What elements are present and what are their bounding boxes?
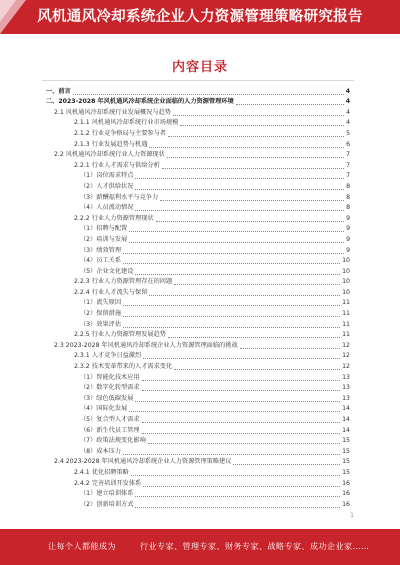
- toc-entry-page: 8: [346, 193, 350, 201]
- toc-entry-label: （2）人才供给状况: [80, 182, 134, 190]
- header-banner: [0, 0, 400, 34]
- toc-dot-leader: [135, 177, 344, 179]
- toc-entry-page: 15: [342, 458, 350, 466]
- toc-entry-label: 2.1.3 行业发展趋势与机遇: [74, 140, 148, 148]
- toc-entry-label: 2.2.5 行业人力资源管理发展趋势: [74, 331, 166, 339]
- toc-entry-label: 一、前言: [46, 87, 71, 95]
- toc-entry-label: （3）绿色低碳发展: [80, 394, 134, 402]
- toc-entry-label: 2.2.1 行业人才需求与供给分析: [74, 161, 160, 169]
- toc-dot-leader: [135, 506, 340, 508]
- toc-entry-label: 2.3.1 人才竞争日益激烈: [74, 352, 142, 360]
- toc-dot-leader: [135, 495, 340, 497]
- toc-entry-label: （8）成本压力: [80, 447, 122, 455]
- toc-dot-leader: [173, 114, 344, 116]
- toc-entry-label: （4）人员流动情况: [80, 204, 134, 212]
- toc-entry-page: 6: [346, 140, 350, 148]
- toc-entry[interactable]: [46, 478, 350, 489]
- toc-entry-page: 10: [342, 267, 350, 275]
- toc-entry-label: （2）保留措施: [80, 310, 122, 318]
- toc-entry-page: 10: [342, 288, 350, 296]
- toc-dot-leader: [123, 262, 340, 264]
- toc-entry-page: 12: [342, 341, 350, 349]
- toc-dot-leader: [135, 400, 340, 402]
- toc-entry[interactable]: [46, 118, 350, 129]
- toc-entry-label: （4）员工关系: [80, 257, 122, 265]
- toc-entry-page: 11: [342, 310, 350, 318]
- toc-entry[interactable]: [46, 340, 350, 351]
- toc-dot-leader: [168, 336, 340, 338]
- toc-entry[interactable]: [46, 234, 350, 245]
- toc-dot-leader: [142, 379, 341, 381]
- toc-dot-leader: [156, 220, 344, 222]
- toc-dot-leader: [123, 315, 340, 317]
- toc-entry-page: 14: [342, 416, 350, 423]
- toc-entry[interactable]: [46, 446, 350, 457]
- toc-entry-page: 13: [342, 394, 350, 402]
- toc-entry-label: 2.1 风机通风冷却系统行业发展概况与趋势: [54, 108, 171, 116]
- toc-entry-label: 2.3.2 技术变革带来的人才需求变化: [74, 363, 173, 371]
- footer-slogan-right: 行业专家、管理专家、财务专家、战略专家、成功企业家……: [140, 542, 370, 551]
- toc-entry-page: 4: [345, 98, 350, 106]
- toc-entry-page: 9: [346, 246, 350, 254]
- toc-dot-leader: [149, 294, 340, 296]
- toc-dot-leader: [143, 357, 340, 359]
- toc-entry-page: 11: [342, 320, 350, 328]
- toc-entry[interactable]: [46, 245, 350, 256]
- toc-dot-leader: [135, 209, 344, 211]
- toc-entry-page: 16: [342, 490, 350, 498]
- toc-entry[interactable]: [46, 171, 350, 182]
- toc-entry[interactable]: [46, 330, 350, 341]
- toc-entry-page: 12: [342, 352, 350, 360]
- toc-dot-leader: [149, 146, 344, 148]
- toc-entry-label: 2.3 2023-2028 年风机通风冷却系统企业人力资源管理面临的挑战: [54, 341, 238, 349]
- toc-entry[interactable]: [46, 203, 350, 214]
- toc-entry[interactable]: [46, 436, 350, 447]
- toc-entry-page: 11: [342, 299, 350, 307]
- toc-dot-leader: [123, 252, 344, 254]
- toc-entry[interactable]: [46, 192, 350, 203]
- toc-dot-leader: [123, 304, 340, 306]
- toc-entry-label: （3）薪酬福利水平与竞争力: [80, 193, 159, 201]
- toc-dot-leader: [167, 156, 344, 158]
- toc-entry-label: （4）国际化发展: [80, 405, 128, 413]
- toc-entry[interactable]: [46, 319, 350, 330]
- toc-dot-leader: [135, 188, 344, 190]
- toc-entry[interactable]: [46, 160, 350, 171]
- toc-dot-leader: [168, 135, 344, 137]
- toc-entry-page: 15: [342, 437, 350, 445]
- toc-title: 内容目录: [171, 60, 228, 75]
- toc-entry[interactable]: [46, 287, 350, 298]
- toc-entry-page: 7: [346, 172, 350, 180]
- toc-entry-page: 7: [346, 161, 350, 169]
- toc-entry-label: 2.2.3 行业人力资源管理存在的问题: [74, 278, 173, 286]
- toc-entry-page: 9: [346, 235, 350, 243]
- toc-entry[interactable]: [46, 361, 350, 372]
- toc-entry[interactable]: [46, 277, 350, 288]
- toc-dot-leader: [162, 167, 344, 169]
- toc-entry-label: （1）建立培训体系: [80, 490, 134, 498]
- toc-entry[interactable]: [46, 393, 350, 404]
- toc-entry-page: 5: [346, 129, 350, 137]
- toc-entry-label: 2.4.1 优化招聘策略: [74, 468, 129, 476]
- toc-entry-label: 2.4 2023-2028 年风机通风冷却系统企业人力资源管理策略建议: [54, 458, 232, 466]
- toc-entry-page: 4: [346, 119, 350, 127]
- toc-dot-leader: [180, 124, 344, 126]
- toc-entry-page: 16: [342, 479, 350, 487]
- toc-entry-label: （7）政策法规变化影响: [80, 437, 146, 445]
- toc-entry[interactable]: [46, 224, 350, 235]
- toc-entry-page: 15: [342, 468, 350, 476]
- table-of-contents: [46, 86, 350, 510]
- toc-dot-leader: [174, 368, 340, 370]
- toc-dot-leader: [143, 485, 340, 487]
- toc-entry-label: （1）岗位需求特点: [80, 172, 134, 180]
- toc-entry-page: 13: [342, 384, 350, 392]
- toc-entry[interactable]: [46, 181, 350, 192]
- toc-entry-page: 14: [342, 426, 350, 434]
- toc-entry-label: （6）新生代员工管理: [80, 426, 140, 434]
- toc-entry-page: 9: [346, 225, 350, 233]
- toc-entry[interactable]: [46, 383, 350, 394]
- toc-entry[interactable]: [46, 372, 350, 383]
- toc-entry-page: 16: [342, 500, 350, 508]
- toc-dot-leader: [142, 389, 341, 391]
- toc-entry-label: （3）效果评估: [80, 320, 122, 328]
- toc-entry[interactable]: [46, 150, 350, 161]
- toc-dot-leader: [123, 326, 340, 328]
- toc-dot-leader: [233, 463, 340, 465]
- toc-entry[interactable]: [46, 213, 350, 224]
- toc-dot-leader: [131, 474, 340, 476]
- toc-entry-label: （5）复合型人才需求: [80, 416, 140, 423]
- toc-entry-label: （1）流失原因: [80, 299, 122, 307]
- toc-dot-leader: [160, 199, 344, 201]
- toc-entry-page: 4: [345, 87, 350, 95]
- toc-entry[interactable]: [46, 351, 350, 362]
- toc-entry[interactable]: [46, 97, 350, 108]
- toc-entry[interactable]: [46, 489, 350, 500]
- toc-entry-page: 9: [346, 214, 350, 222]
- toc-entry[interactable]: [46, 499, 350, 510]
- toc-dot-leader: [142, 421, 341, 423]
- toc-entry-label: 二、2023-2028 年风机通风冷却系统企业面临的人力资源管理环境: [46, 98, 234, 106]
- toc-entry-page: 15: [342, 447, 350, 455]
- toc-entry-page: 14: [342, 405, 350, 413]
- toc-entry-page: 10: [342, 278, 350, 286]
- toc-dot-leader: [73, 93, 344, 95]
- toc-entry[interactable]: [46, 308, 350, 319]
- toc-entry-label: （5）企业文化建设: [80, 267, 134, 275]
- toc-entry-label: 2.2 风机通风冷却系统行业人力资源现状: [54, 151, 165, 159]
- toc-dot-leader: [240, 347, 341, 349]
- toc-entry[interactable]: [46, 414, 350, 425]
- toc-dot-leader: [142, 432, 341, 434]
- toc-dot-leader: [236, 103, 344, 105]
- toc-dot-leader: [129, 410, 340, 412]
- toc-entry-page: 10: [342, 257, 350, 265]
- toc-entry-page: 7: [346, 151, 350, 159]
- toc-entry-page: 11: [342, 331, 350, 339]
- toc-entry-label: 2.2.2 行业人力资源管理现状: [74, 214, 154, 222]
- toc-entry-label: （3）绩效管理: [80, 246, 122, 254]
- toc-entry-label: 2.4.2 完善培训开发体系: [74, 479, 142, 487]
- toc-entry[interactable]: [46, 128, 350, 139]
- footer-slogan-left: 让每个人都能成为: [48, 542, 116, 551]
- toc-divider: [42, 80, 354, 81]
- toc-entry[interactable]: [46, 425, 350, 436]
- toc-dot-leader: [135, 273, 340, 275]
- toc-entry-label: 2.1.2 行业竞争格局与主要参与者: [74, 129, 166, 137]
- toc-dot-leader: [129, 230, 344, 232]
- toc-entry-page: 4: [346, 108, 350, 116]
- toc-entry-label: （2）培训与发展: [80, 235, 128, 243]
- toc-entry[interactable]: [46, 256, 350, 267]
- toc-entry-page: 8: [346, 204, 350, 212]
- toc-entry-label: （1）招聘与配置: [80, 225, 128, 233]
- toc-entry-label: （2）数字化转型需求: [80, 384, 140, 392]
- toc-entry-label: 2.1.1 风机通风冷却系统行业市场规模: [74, 119, 179, 127]
- toc-entry-page: 13: [342, 373, 350, 381]
- toc-entry-page: 12: [342, 363, 350, 371]
- toc-entry[interactable]: [46, 467, 350, 478]
- toc-dot-leader: [129, 241, 344, 243]
- footer-banner: [0, 529, 400, 565]
- toc-entry[interactable]: [46, 139, 350, 150]
- toc-dot-leader: [148, 442, 340, 444]
- toc-entry-label: （1）智能化技术应用: [80, 373, 140, 381]
- toc-dot-leader: [123, 453, 340, 455]
- toc-entry[interactable]: [46, 404, 350, 415]
- toc-entry[interactable]: [46, 298, 350, 309]
- toc-entry-label: 2.2.4 行业人才流失与保留: [74, 288, 148, 296]
- toc-entry[interactable]: [46, 266, 350, 277]
- toc-entry-label: （2）创新培训方式: [80, 500, 134, 508]
- toc-entry[interactable]: [46, 457, 350, 468]
- toc-entry[interactable]: [46, 107, 350, 118]
- toc-dot-leader: [174, 283, 340, 285]
- report-title: 风机通风冷却系统企业人力资源管理策略研究报告: [37, 9, 363, 25]
- toc-entry-page: 8: [346, 182, 350, 190]
- page-number: 1: [350, 512, 354, 519]
- toc-entry[interactable]: [46, 86, 350, 97]
